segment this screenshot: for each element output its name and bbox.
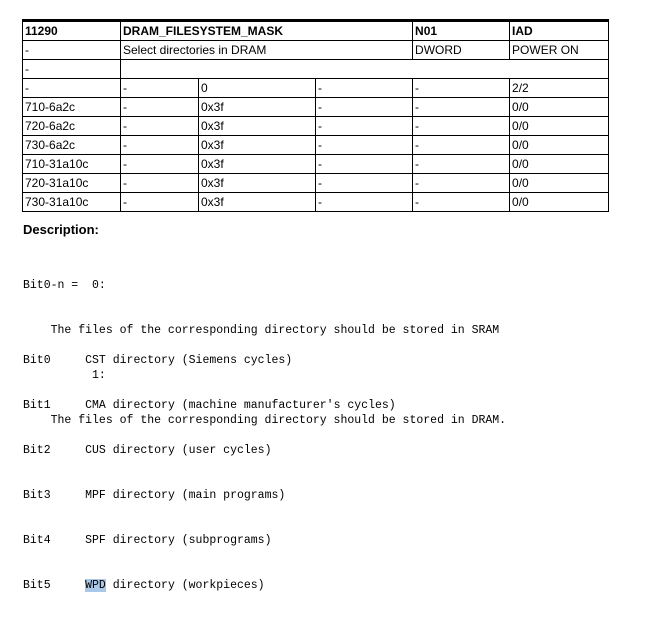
table-cell: -	[316, 79, 413, 98]
table-cell: -	[413, 79, 510, 98]
dir-description: directory (user cycles)	[105, 444, 272, 457]
table-cell: -	[23, 79, 121, 98]
table-cell: 720-31a10c	[23, 174, 121, 193]
table-cell: -	[413, 98, 510, 117]
md-number: 11290	[23, 21, 121, 41]
spacer	[51, 354, 86, 367]
bit-list	[23, 323, 396, 623]
table-cell: -	[121, 117, 199, 136]
table-cell: 0/0	[510, 98, 609, 117]
table-row	[23, 117, 609, 136]
md-identifier: DRAM_FILESYSTEM_MASK	[121, 21, 413, 41]
dir-name-selected[interactable]: WPD	[85, 579, 106, 592]
dir-name: CUS	[85, 444, 106, 457]
bit-row	[23, 353, 396, 368]
bit-row	[23, 488, 396, 503]
table-cell: -	[413, 155, 510, 174]
table-cell: 0x3f	[199, 155, 316, 174]
bit-label: Bit1	[23, 399, 51, 412]
dir-description: directory (main programs)	[105, 489, 286, 502]
table-row	[23, 60, 609, 79]
table-cell: 0x3f	[199, 174, 316, 193]
table-cell: 0/0	[510, 117, 609, 136]
table-cell: -	[121, 79, 199, 98]
table-cell: -	[316, 117, 413, 136]
description-heading: Description:	[23, 222, 99, 237]
bit-label: Bit2	[23, 444, 51, 457]
table-cell: 0/0	[510, 136, 609, 155]
bit-row	[23, 533, 396, 548]
md-data-type: DWORD	[413, 41, 510, 60]
bit-row	[23, 578, 396, 593]
table-cell: -	[121, 98, 199, 117]
table-header-row	[23, 21, 609, 41]
table-cell	[121, 60, 609, 79]
table-row	[23, 174, 609, 193]
table-cell: 0x3f	[199, 136, 316, 155]
dir-name: SPF	[85, 534, 106, 547]
table-cell: 0x3f	[199, 117, 316, 136]
table-cell: -	[23, 60, 121, 79]
table-cell: -	[121, 155, 199, 174]
dir-description: directory (workpieces)	[105, 579, 265, 592]
table-cell: -	[316, 136, 413, 155]
table-cell: -	[413, 117, 510, 136]
table-cell: 0/0	[510, 193, 609, 212]
table-cell: 0/0	[510, 155, 609, 174]
bit-label: Bit0	[23, 354, 51, 367]
table-cell: -	[121, 193, 199, 212]
table-row	[23, 155, 609, 174]
dir-name: CST	[85, 354, 106, 367]
table-row	[23, 136, 609, 155]
table-cell: 730-31a10c	[23, 193, 121, 212]
dir-name: CMA	[85, 399, 106, 412]
machine-data-table	[22, 19, 609, 212]
table-cell: 0	[199, 79, 316, 98]
dir-name: MPF	[85, 489, 106, 502]
table-cell: -	[121, 174, 199, 193]
description-line: The files of the corresponding directory should be stored in DRAM.	[23, 414, 507, 427]
table-cell: 730-6a2c	[23, 136, 121, 155]
table-cell: -	[413, 174, 510, 193]
dir-description: directory (machine manufacturer's cycles)	[105, 399, 396, 412]
table-cell: -	[121, 136, 199, 155]
bit-label: Bit5	[23, 579, 51, 592]
table-cell: -	[316, 193, 413, 212]
table-row	[23, 79, 609, 98]
md-activation: POWER ON	[510, 41, 609, 60]
bit-label: Bit3	[23, 489, 51, 502]
bit-label: Bit4	[23, 534, 51, 547]
spacer	[51, 489, 86, 502]
table-cell: -	[413, 136, 510, 155]
table-cell: -	[316, 174, 413, 193]
table-cell: 2/2	[510, 79, 609, 98]
table-cell: 0x3f	[199, 193, 316, 212]
table-row	[23, 98, 609, 117]
table-cell: 720-6a2c	[23, 117, 121, 136]
md-description: Select directories in DRAM	[121, 41, 413, 60]
table-cell: 710-6a2c	[23, 98, 121, 117]
table-cell: 710-31a10c	[23, 155, 121, 174]
spacer	[51, 399, 86, 412]
table-subheader-row	[23, 41, 609, 60]
md-reference-2: IAD	[510, 21, 609, 41]
spacer	[51, 579, 86, 592]
dir-description: directory (Siemens cycles)	[105, 354, 293, 367]
table-cell: -	[413, 193, 510, 212]
bit-row	[23, 443, 396, 458]
table-row	[23, 193, 609, 212]
description-line: The files of the corresponding directory should be stored in SRAM	[23, 324, 500, 337]
spacer	[51, 444, 86, 457]
description-line: Bit0-n = 0:	[23, 279, 106, 292]
table-cell: -	[316, 98, 413, 117]
bit-row	[23, 398, 396, 413]
spacer	[51, 534, 86, 547]
table-cell: -	[23, 41, 121, 60]
dir-description: directory (subprograms)	[105, 534, 272, 547]
md-reference: N01	[413, 21, 510, 41]
table-cell: 0x3f	[199, 98, 316, 117]
description-line: 1:	[23, 369, 106, 382]
table-cell: -	[316, 155, 413, 174]
table-cell: 0/0	[510, 174, 609, 193]
